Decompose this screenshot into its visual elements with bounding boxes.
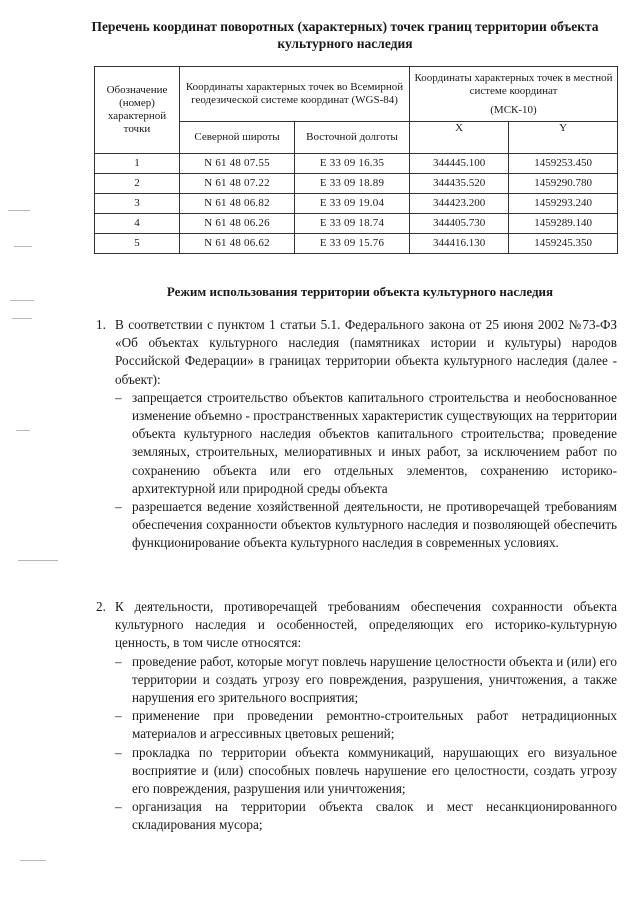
list-item-text: применение при проведении ремонтно-строительных работ нетрадиционных материалов и агрессивных цветовых решений; — [132, 708, 617, 742]
subheader-north: Северной широты — [180, 122, 295, 154]
list-item-text: запрещается строительство объектов капитального строительства и необоснованное изменение объемно - пространственных характеристик существующих на территории объекта культурного наследия объектов капитального строительства; проведение земляных, строительных, мелиоративных и иных работ, за исключением работ по сохранению объекта или его отдельных элементов, сохранению историко-архитектурной или природной среды объекта — [132, 389, 617, 496]
cell-y: 1459293.240 — [509, 194, 618, 214]
section-2-intro — [96, 598, 617, 653]
scan-mark — [12, 318, 32, 319]
cell-y: 1459290.780 — [509, 174, 618, 194]
cell-point: 2 — [95, 174, 180, 194]
dash-marker: – — [115, 389, 122, 405]
cell-east: E 33 09 19.04 — [295, 194, 410, 214]
cell-x: 344435.520 — [410, 174, 509, 194]
document-title: Перечень координат поворотных (характерных) точек границ территории объекта культурного наследия — [91, 19, 599, 51]
regime-heading: Режим использования территории объекта культурного наследия — [166, 284, 554, 299]
cell-y: 1459245.350 — [509, 234, 618, 254]
cell-north: N 61 48 07.22 — [180, 174, 295, 194]
list-item — [96, 653, 617, 708]
cell-point: 4 — [95, 214, 180, 234]
scan-mark — [18, 560, 58, 561]
section-1-number: 1. — [96, 317, 106, 332]
cell-north: N 61 48 06.62 — [180, 234, 295, 254]
table-row — [95, 154, 618, 174]
header-local-line2: (МСК-10) — [490, 103, 537, 116]
cell-point: 3 — [95, 194, 180, 214]
cell-east: E 33 09 16.35 — [295, 154, 410, 174]
scan-mark — [8, 210, 30, 211]
list-item — [96, 498, 617, 553]
dash-marker: – — [115, 708, 122, 724]
cell-north: N 61 48 07.55 — [180, 154, 295, 174]
cell-x: 344423.200 — [410, 194, 509, 214]
scan-mark — [14, 246, 32, 247]
list-item — [96, 798, 617, 834]
table-row — [95, 174, 618, 194]
cell-point: 1 — [95, 154, 180, 174]
header-wgs: Координаты характерных точек во Всемирной геодезической системе координат (WGS-84) — [180, 67, 410, 122]
subheader-x: X — [410, 122, 509, 154]
table-row — [95, 214, 618, 234]
section-2 — [96, 598, 617, 835]
cell-x: 344405.730 — [410, 214, 509, 234]
header-local — [410, 67, 618, 122]
cell-east: E 33 09 18.74 — [295, 214, 410, 234]
cell-point: 5 — [95, 234, 180, 254]
list-item — [96, 389, 617, 498]
dash-marker: – — [115, 744, 122, 760]
scan-mark — [10, 300, 34, 301]
list-item-text: разрешается ведение хозяйственной деятельности, не противоречащей требованиям обеспечения сохранности объектов культурного наследия и позволяющей обеспечить функционирование объекта культурного наследия в современных условиях. — [132, 499, 617, 551]
header-point: Обозначение (номер) характерной точки — [95, 67, 180, 154]
cell-north: N 61 48 06.26 — [180, 214, 295, 234]
dash-marker: – — [115, 653, 122, 669]
section-1-text: В соответствии с пунктом 1 статьи 5.1. Федерального закона от 25 июня 2002 №73-ФЗ «Об объектах культурного наследия (памятниках истории и культуры) народов Российской Федерации» в границах территории объекта культурного наследия (далее - объект): — [115, 317, 617, 387]
section-1 — [96, 316, 617, 553]
cell-east: E 33 09 18.89 — [295, 174, 410, 194]
cell-north: N 61 48 06.82 — [180, 194, 295, 214]
cell-east: E 33 09 15.76 — [295, 234, 410, 254]
table-row — [95, 194, 618, 214]
list-item-text: организация на территории объекта свалок и мест несанкционированного складирования мусора; — [132, 799, 617, 833]
section-2-number: 2. — [96, 599, 106, 614]
section-1-intro — [96, 316, 617, 389]
subheader-east: Восточной долготы — [295, 122, 410, 154]
table-row — [95, 234, 618, 254]
scan-mark — [20, 860, 46, 861]
cell-y: 1459289.140 — [509, 214, 618, 234]
header-local-line1: Координаты характерных точек в местной системе координат — [414, 71, 613, 97]
subheader-y: Y — [509, 122, 618, 154]
dash-marker: – — [115, 499, 122, 515]
scan-mark — [16, 430, 30, 431]
list-item — [96, 744, 617, 799]
list-item-text: проведение работ, которые могут повлечь нарушение целостности объекта и (или) его территории и создать угрозу его повреждения, разрушения, уничтожения, а также нарушения его зрительного восприятия; — [132, 653, 617, 706]
cell-y: 1459253.450 — [509, 154, 618, 174]
cell-x: 344416.130 — [410, 234, 509, 254]
coordinates-table — [94, 66, 618, 254]
cell-x: 344445.100 — [410, 154, 509, 174]
list-item — [96, 707, 617, 743]
list-item-text: прокладка по территории объекта коммуникаций, нарушающих его визуальное восприятие и (или) способных повлечь нарушение его целостности, создать угрозу его повреждения, разрушения или уничтожения; — [132, 744, 617, 797]
section-2-text: К деятельности, противоречащей требованиям обеспечения сохранности объекта культурного наследия и особенностей, определяющих его историко-культурную ценность, в том числе относятся: — [115, 599, 617, 651]
dash-marker: – — [115, 799, 122, 815]
